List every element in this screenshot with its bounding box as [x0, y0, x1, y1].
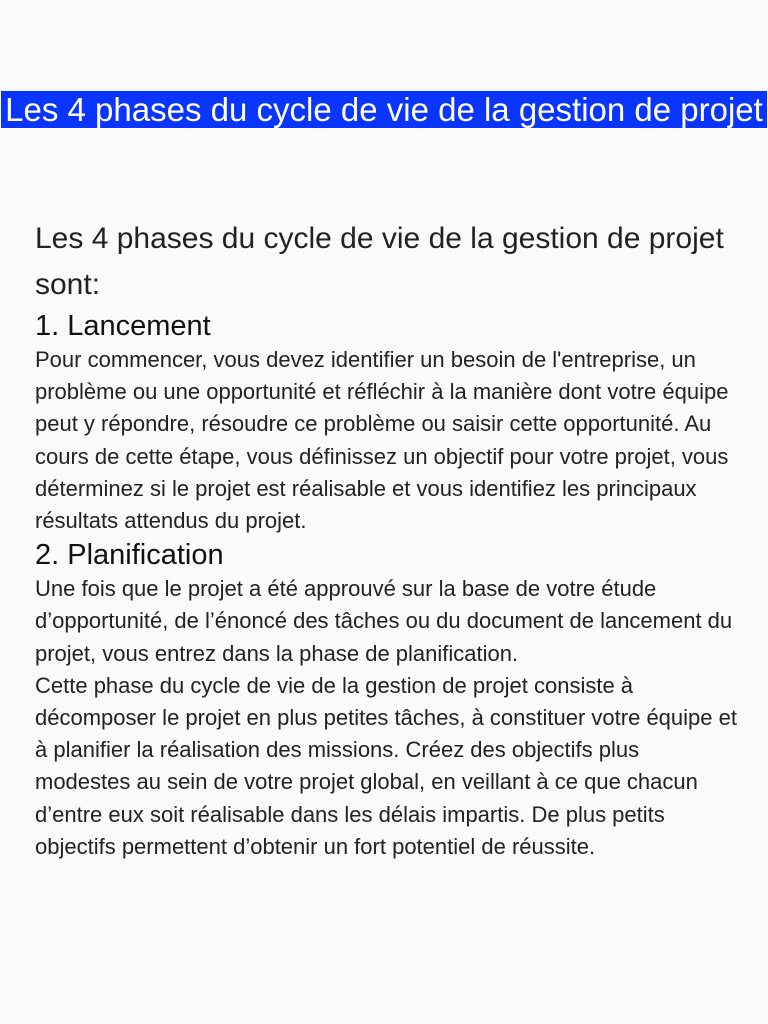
section-heading-planification: 2. Planification [35, 539, 224, 572]
page-title: Les 4 phases du cycle de vie de la gestion de projet [1, 91, 767, 128]
section-heading-lancement: 1. Lancement [35, 310, 211, 342]
title-block [0, 86, 768, 134]
paragraph-planification-2: Cette phase du cycle de vie de la gestion de projet consiste à décomposer le projet en plus petites tâches, à constituer votre équipe et à planifier la réalisation des missions. Créez des objectifs plus modestes au sein de votre projet global, en veillant à ce que chacun d’entre eux soit réalisable dans les délais impartis. De plus petits objectifs permettent d’obtenir un fort potentiel de réussite. [35, 672, 737, 859]
paragraph-lancement: Pour commencer, vous devez identifier un besoin de l'entreprise, un problème ou une opportunité et réfléchir à la manière dont votre équipe peut y répondre, résoudre ce problème ou saisir cette opportunité. Au cours de cette étape, vous définissez un objectif pour votre projet, vous déterminez si le projet est réalisable et vous identifiez les principaux résultats attendus du projet. [35, 347, 729, 534]
paragraph-planification-1: Une fois que le projet a été approuvé sur la base de votre étude d’opportunité, de l’énoncé des tâches ou du document de lancement du projet, vous entrez dans la phase de planification. [35, 576, 733, 666]
intro-text: Les 4 phases du cycle de vie de la gestion de projet sont: [35, 222, 724, 301]
document-body [35, 216, 740, 863]
